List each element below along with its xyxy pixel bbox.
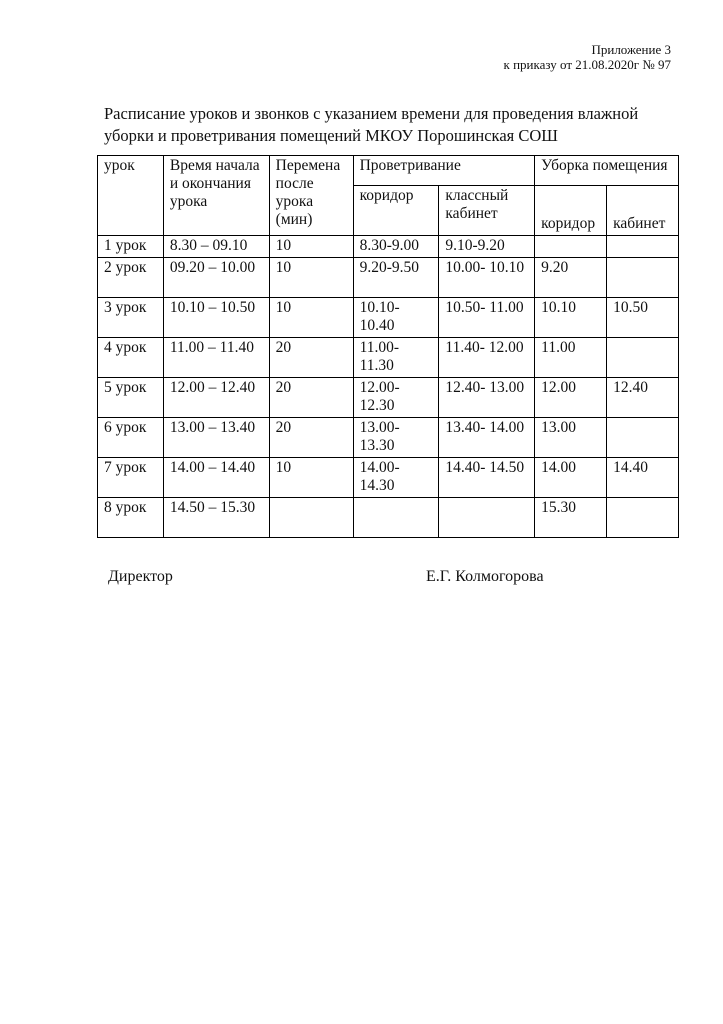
cell-vent-classroom: 11.40- 12.00 <box>439 338 535 378</box>
cell-clean-cabinet <box>607 498 679 538</box>
cell-clean-cabinet <box>607 338 679 378</box>
cell-break: 20 <box>269 378 353 418</box>
cell-vent-classroom: 13.40- 14.00 <box>439 418 535 458</box>
appendix-number: Приложение 3 <box>591 42 671 57</box>
cell-vent-classroom: 9.10-9.20 <box>439 236 535 258</box>
header-break: Перемена после урока (мин) <box>269 156 353 236</box>
cell-clean-cabinet <box>607 418 679 458</box>
header-cleaning: Уборка помещения <box>535 156 679 186</box>
cell-clean-corridor: 13.00 <box>535 418 607 458</box>
table-row <box>98 458 679 498</box>
cell-vent-corridor: 9.20-9.50 <box>353 258 439 298</box>
header-time: Время начала и окончания урока <box>163 156 269 236</box>
cell-vent-classroom: 14.40- 14.50 <box>439 458 535 498</box>
cell-clean-cabinet: 10.50 <box>607 298 679 338</box>
table-row <box>98 236 679 258</box>
title-line-1: Расписание уроков и звонков с указанием времени для проведения влажной <box>104 104 639 123</box>
cell-lesson: 4 урок <box>98 338 164 378</box>
cell-lesson: 7 урок <box>98 458 164 498</box>
cell-vent-classroom: 10.00- 10.10 <box>439 258 535 298</box>
cell-lesson: 6 урок <box>98 418 164 458</box>
cell-break <box>269 498 353 538</box>
cell-clean-corridor: 10.10 <box>535 298 607 338</box>
cell-vent-corridor: 8.30-9.00 <box>353 236 439 258</box>
header-vent-corridor: коридор <box>353 186 439 236</box>
header-clean-corridor: коридор <box>535 186 607 236</box>
cell-time: 8.30 – 09.10 <box>163 236 269 258</box>
cell-clean-cabinet: 14.40 <box>607 458 679 498</box>
header-vent-classroom: классный кабинет <box>439 186 535 236</box>
cell-clean-corridor: 14.00 <box>535 458 607 498</box>
cell-lesson: 2 урок <box>98 258 164 298</box>
cell-time: 12.00 – 12.40 <box>163 378 269 418</box>
cell-break: 20 <box>269 418 353 458</box>
appendix-note <box>504 42 671 72</box>
cell-vent-corridor: 13.00- 13.30 <box>353 418 439 458</box>
table-row <box>98 498 679 538</box>
order-reference: к приказу от 21.08.2020г № 97 <box>503 57 671 72</box>
cell-time: 11.00 – 11.40 <box>163 338 269 378</box>
header-clean-cabinet: кабинет <box>607 186 679 236</box>
cell-time: 14.50 – 15.30 <box>163 498 269 538</box>
cell-lesson: 1 урок <box>98 236 164 258</box>
cell-time: 09.20 – 10.00 <box>163 258 269 298</box>
signatory-name: Е.Г. Колмогорова <box>426 568 544 585</box>
cell-break: 20 <box>269 338 353 378</box>
cell-time: 14.00 – 14.40 <box>163 458 269 498</box>
cell-clean-corridor: 9.20 <box>535 258 607 298</box>
cell-clean-cabinet <box>607 236 679 258</box>
table-row <box>98 298 679 338</box>
signatory-position: Директор <box>108 568 173 585</box>
cell-vent-corridor: 10.10- 10.40 <box>353 298 439 338</box>
cell-clean-corridor: 11.00 <box>535 338 607 378</box>
cell-clean-corridor: 15.30 <box>535 498 607 538</box>
table-row <box>98 418 679 458</box>
cell-vent-corridor: 14.00- 14.30 <box>353 458 439 498</box>
cell-vent-corridor: 12.00- 12.30 <box>353 378 439 418</box>
header-lesson: урок <box>98 156 164 236</box>
cell-break: 10 <box>269 298 353 338</box>
document-title <box>104 103 674 147</box>
cell-clean-corridor <box>535 236 607 258</box>
cell-vent-corridor <box>353 498 439 538</box>
cell-vent-corridor: 11.00- 11.30 <box>353 338 439 378</box>
schedule-table <box>97 155 679 538</box>
cell-break: 10 <box>269 236 353 258</box>
table-row <box>98 258 679 298</box>
cell-vent-classroom: 12.40- 13.00 <box>439 378 535 418</box>
cell-time: 13.00 – 13.40 <box>163 418 269 458</box>
cell-lesson: 5 урок <box>98 378 164 418</box>
cell-clean-corridor: 12.00 <box>535 378 607 418</box>
cell-clean-cabinet: 12.40 <box>607 378 679 418</box>
cell-lesson: 8 урок <box>98 498 164 538</box>
cell-break: 10 <box>269 258 353 298</box>
cell-clean-cabinet <box>607 258 679 298</box>
cell-break: 10 <box>269 458 353 498</box>
table-row <box>98 338 679 378</box>
header-ventilation: Проветривание <box>353 156 535 186</box>
table-row <box>98 378 679 418</box>
cell-lesson: 3 урок <box>98 298 164 338</box>
cell-time: 10.10 – 10.50 <box>163 298 269 338</box>
title-line-2: уборки и проветривания помещений МКОУ Порошинская СОШ <box>104 126 558 145</box>
cell-vent-classroom <box>439 498 535 538</box>
cell-vent-classroom: 10.50- 11.00 <box>439 298 535 338</box>
